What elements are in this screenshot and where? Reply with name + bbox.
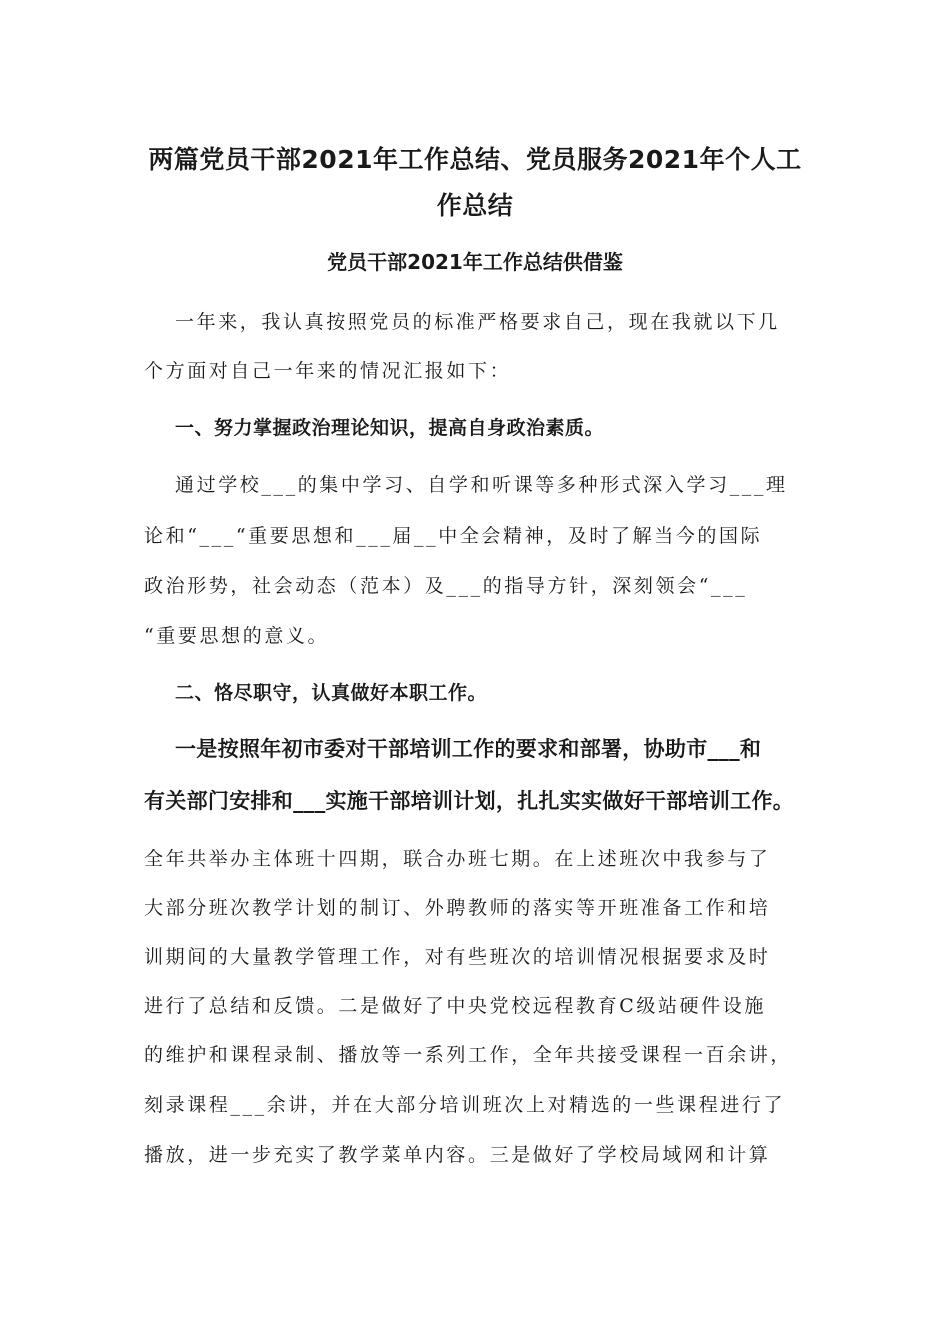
section-2-line-6: 刻录课程___余讲，并在大部分培训班次上对精选的一些课程进行了 — [144, 1094, 786, 1116]
section-1-line-4: “重要思想的意义。 — [144, 625, 330, 647]
section-2-heading: 二、恪尽职守，认真做好本职工作。 — [175, 682, 488, 704]
intro-line-2: 个方面对自己一年来的情况汇报如下： — [144, 360, 512, 382]
section-2-line-5: 的维护和课程录制、播放等一系列工作，全年共接受课程一百余讲， — [144, 1044, 793, 1066]
document-title-line-1: 两篇党员干部2021年工作总结、党员服务2021年个人工 — [148, 145, 802, 174]
section-2-bold-line-2: 有关部门安排和___实施干部培训计划，扎扎实实做好干部培训工作。 — [144, 789, 795, 813]
document-title-line-2: 作总结 — [436, 191, 514, 220]
section-1-line-1: 通过学校___的集中学习、自学和听课等多种形式深入学习___理 — [175, 474, 788, 496]
section-1-line-2: 论和“___“重要思想和___届__中全会精神，及时了解当今的国际 — [144, 525, 763, 547]
section-1-line-3: 政治形势，社会动态（范本）及___的指导方针，深刻领会“___ — [144, 575, 748, 597]
intro-line-1: 一年来，我认真按照党员的标准严格要求自己，现在我就以下几 — [175, 311, 780, 333]
section-2-line-4: 进行了总结和反馈。二是做好了中央党校远程教育C级站硬件设施 — [144, 995, 766, 1017]
section-1-heading: 一、努力掌握政治理论知识，提高自身政治素质。 — [175, 417, 605, 439]
section-2-line-3: 训期间的大量教学管理工作，对有些班次的培训情况根据要求及时 — [144, 946, 771, 968]
section-2-bold-line-1: 一是按照年初市委对干部培训工作的要求和部署，协助市___和 — [175, 737, 762, 761]
section-2-line-2: 大部分班次教学计划的制订、外聘教师的落实等开班准备工作和培 — [144, 897, 771, 919]
section-2-line-7: 播放，进一步充实了教学菜单内容。三是做好了学校局域网和计算 — [144, 1144, 771, 1166]
document-subtitle: 党员干部2021年工作总结供借鉴 — [327, 250, 623, 274]
section-2-line-1: 全年共举办主体班十四期，联合办班七期。在上述班次中我参与了 — [144, 848, 771, 870]
